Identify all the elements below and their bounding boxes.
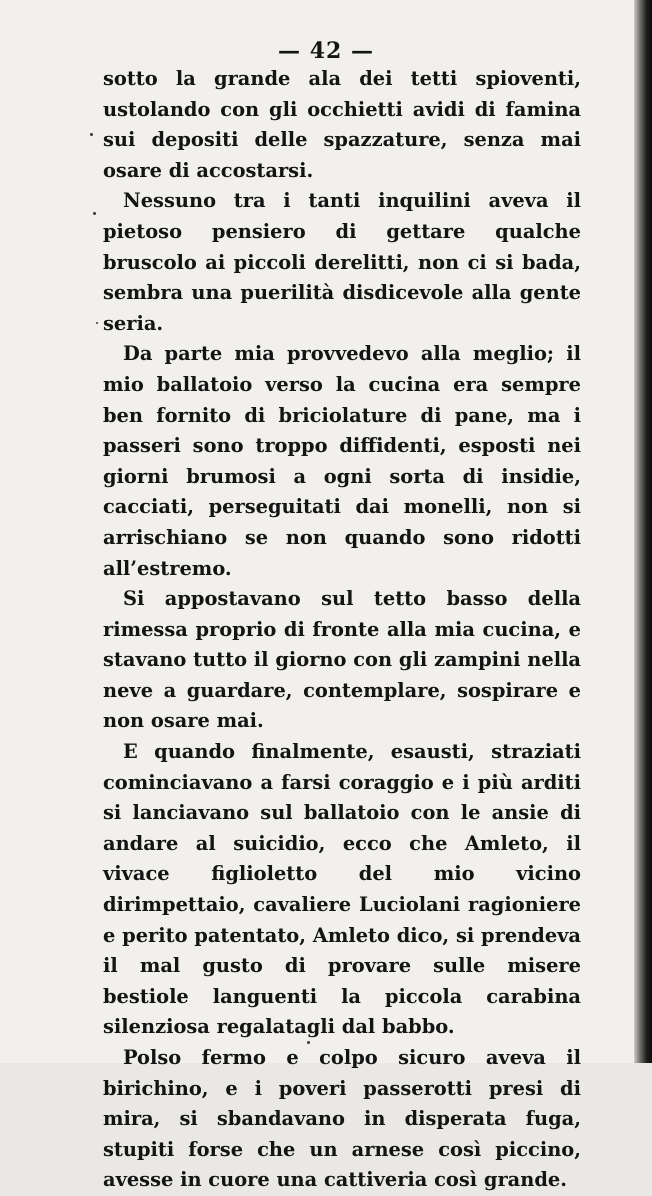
paragraph-1: sotto la grande ala dei tetti spioventi, ustolando con gli occhietti avidi di famina sui depositi delle spazzature, senza mai osare di accostarsi.: [103, 67, 581, 182]
scan-speck: [90, 133, 93, 136]
page-number: — 42 —: [278, 38, 374, 64]
scan-speck: [93, 212, 96, 215]
paragraph-4: Si appostavano sul tetto basso della rimessa proprio di fronte alla mia cucina, e stavano tutto il giorno con gli zampini nella neve a guardare, contemplare, sospirare e non osare mai.: [103, 587, 581, 733]
paragraph-2: Nessuno tra i tanti inquilini aveva il pietoso pensiero di gettare qualche bruscolo ai piccoli derelitti, non ci si bada, sembra una puerilità disdicevole alla gente seria.: [103, 189, 581, 335]
body-text: [103, 64, 581, 1196]
scan-speck: [96, 322, 98, 324]
scan-speck: [307, 1041, 310, 1044]
paragraph-3: Da parte mia provvedevo alla meglio; il mio ballatoio verso la cucina era sempre ben fornito di briciolature di pane, ma i passeri sono troppo diffidenti, esposti nei giorni brumosi a ogni sorta di insidie, cacciati, perseguitati dai monelli, non si arrischiano se non quando sono ridotti all’estremo.: [103, 342, 581, 580]
paragraph-6: Polso fermo e colpo sicuro aveva il birichino, e i poveri passerotti presi di mira, si sbandavano in disperata fuga, stupiti forse che un arnese così piccino, avesse in cuore una cattiveria così grande.: [103, 1046, 581, 1192]
paragraph-5: E quando finalmente, esausti, straziati cominciavano a farsi coraggio e i più arditi si lanciavano sul ballatoio con le ansie di andare al suicidio, ecco che Amleto, il vivace figlioletto del mio vicino dirimpettaio, cavaliere Luciolani ragioniere e perito patentato, Amleto dico, si prendeva il mal gusto di provare sulle misere bestiole languenti la piccola carabina silenziosa regalatagli dal babbo.: [103, 740, 581, 1039]
book-spine-shadow: [634, 0, 652, 1063]
